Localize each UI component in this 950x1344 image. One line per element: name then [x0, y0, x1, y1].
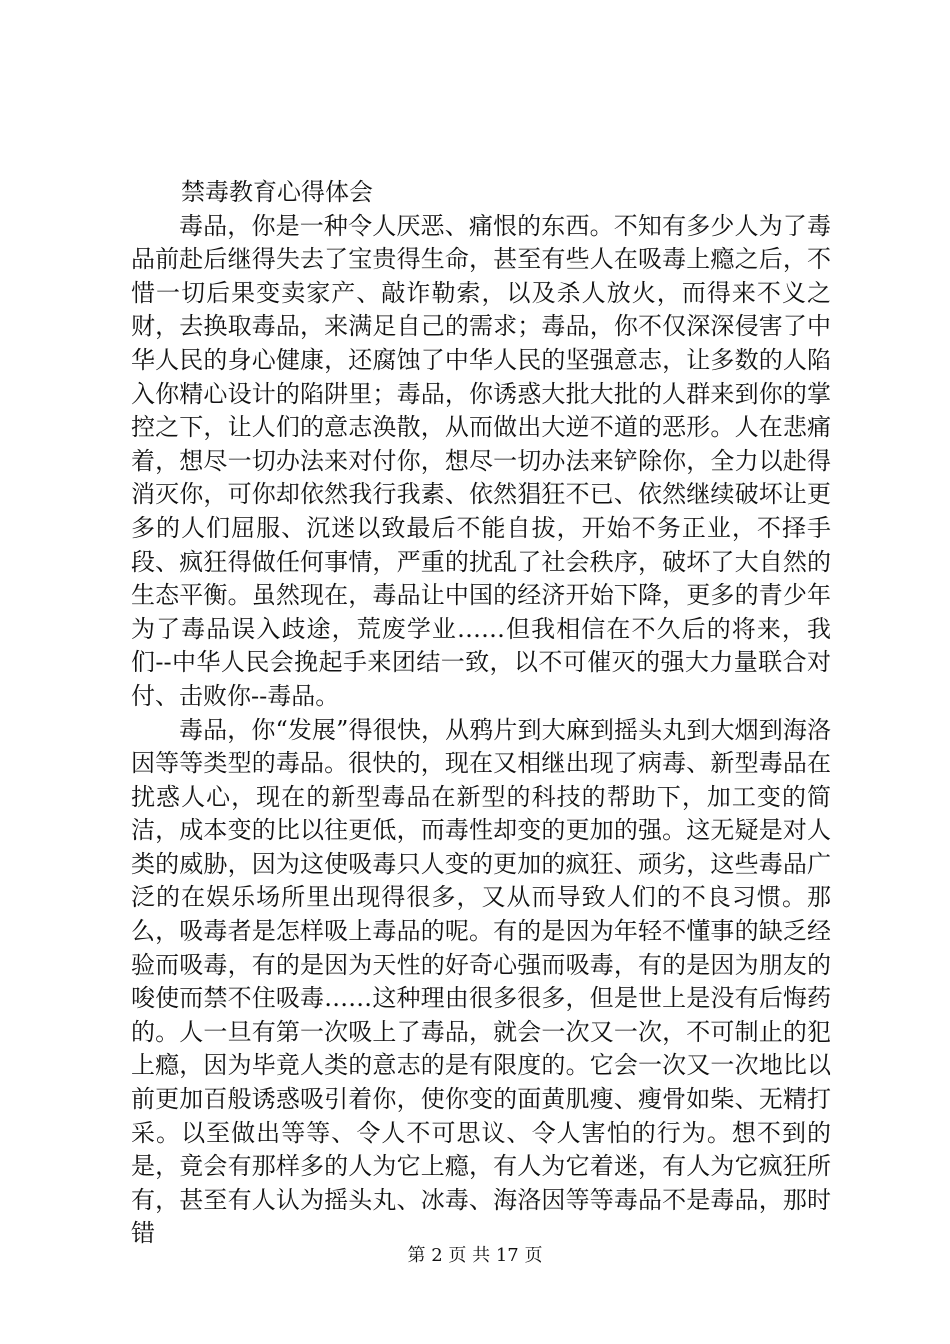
paragraph-2: 毒品，你“发展”得很快，从鸦片到大麻到摇头丸到大烟到海洛因等等类型的毒品。很快的，现在又相继出现了病毒、新型毒品在扰惑人心，现在的新型毒品在新型的科技的帮助下，加工变的简洁，成本变的比以往更低，而毒性却变的更加的强。这无疑是对人类的威胁，因为这使吸毒只人变的更加的疯狂、顽劣，这些毒品广泛的在娱乐场所里出现得很多，又从而导致人们的不良习惯。那么，吸毒者是怎样吸上毒品的呢。有的是因为年轻不懂事的缺乏经验而吸毒，有的是因为天性的好奇心强而吸毒，有的是因为朋友的唆使而禁不住吸毒……这种理由很多很多，但是世上是没有后悔药的。人一旦有第一次吸上了毒品，就会一次又一次，不可制止的犯上瘾，因为毕竟人类的意志的是有限度的。它会一次又一次地比以前更加百般诱惑吸引着你，使你变的面黄肌瘦、瘦骨如柴、无精打采。以至做出等等、令人不可思议、令人害怕的行为。想不到的是，竟会有那样多的人为它上瘾，有人为它着迷，有人为它疯狂所有，甚至有人认为摇头丸、冰毒、海洛因等等毒品不是毒品，那时错 [131, 715, 831, 1248]
document-body [131, 176, 831, 1251]
paragraph-1: 毒品，你是一种令人厌恶、痛恨的东西。不知有多少人为了毒品前赴后继得失去了宝贵得生命，甚至有些人在吸毒上瘾之后，不惜一切后果变卖家产、敲诈勒索，以及杀人放火，而得来不义之财，去换取毒品，来满足自己的需求；毒品，你不仅深深侵害了中华人民的身心健康，还腐蚀了中华人民的坚强意志，让多数的人陷入你精心设计的陷阱里；毒品，你诱惑大批大批的人群来到你的掌控之下，让人们的意志涣散，从而做出大逆不道的恶形。人在悲痛着，想尽一切办法来对付你，想尽一切办法来铲除你，全力以赴得消灭你，可你却依然我行我素、依然猖狂不已、依然继续破坏让更多的人们屈服、沉迷以致最后不能自拔，开始不务正业，不择手段、疯狂得做任何事情，严重的扰乱了社会秩序，破坏了大自然的生态平衡。虽然现在，毒品让中国的经济开始下降，更多的青少年为了毒品误入歧途，荒废学业……但我相信在不久后的将来，我们--中华人民会挽起手来团结一致，以不可催灭的强大力量联合对付、击败你--毒品。 [131, 211, 831, 710]
page-number-footer: 第 2 页 共 17 页 [407, 1245, 543, 1266]
document-title: 禁毒教育心得体会 [181, 178, 373, 206]
